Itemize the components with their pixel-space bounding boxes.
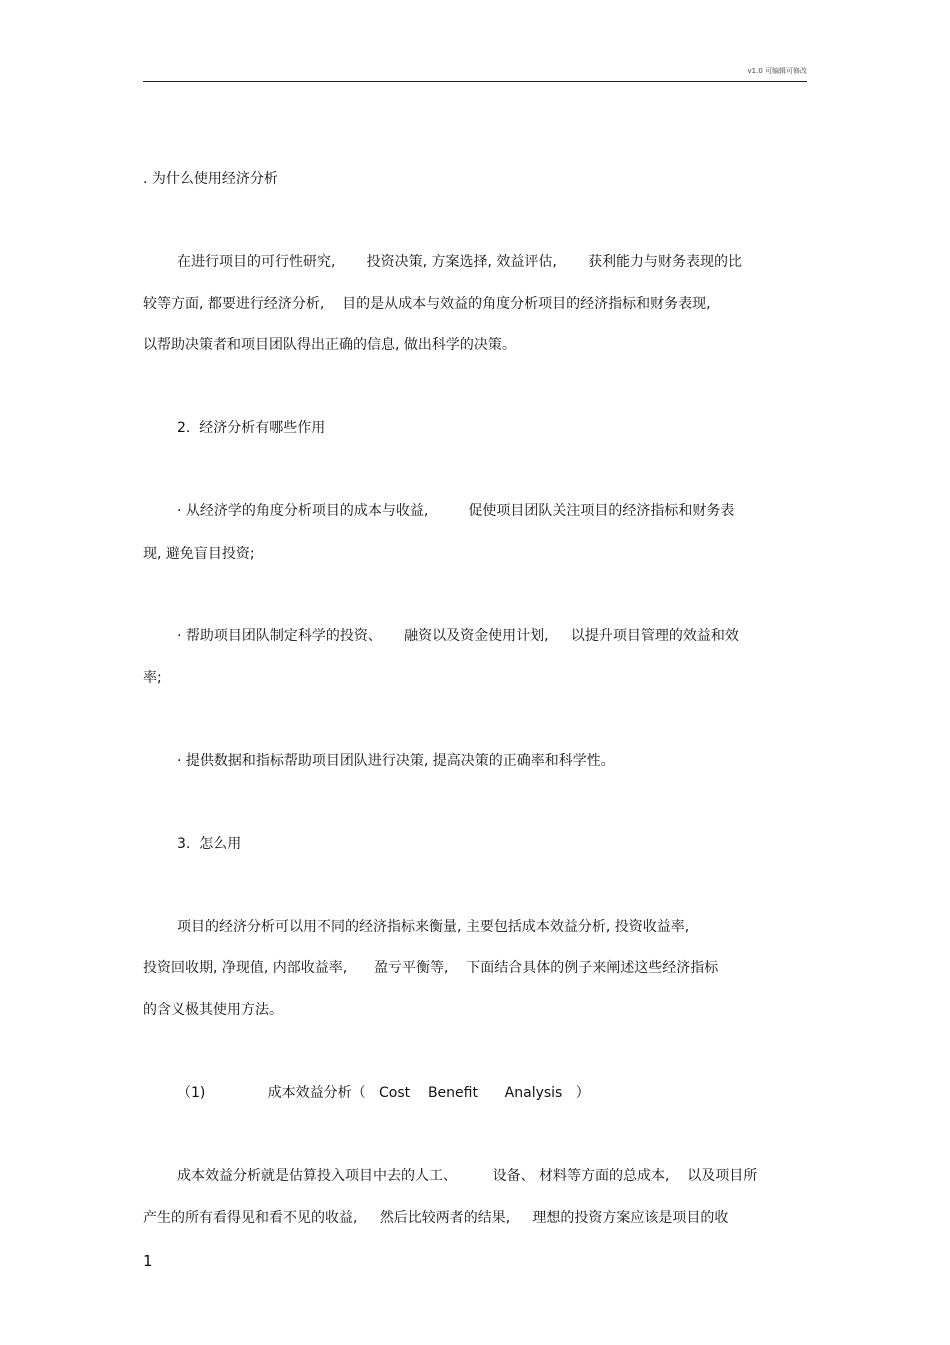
paragraph-line: 投资回收期, 净现值, 内部收益率, 盈亏平衡等, 下面结合具体的例子来阐述这些经济指标 bbox=[143, 960, 719, 976]
bullet-line: · 提供数据和指标帮助项目团队进行决策, 提高决策的正确率和科学性。 bbox=[177, 753, 615, 769]
bullet-line: · 帮助项目团队制定科学的投资、 融资以及资金使用计划, 以提升项目管理的效益和效 bbox=[177, 628, 739, 644]
subsection-heading: （1) 成本效益分析（ Cost Benefit Analysis ） bbox=[177, 1085, 590, 1101]
paragraph-line: 较等方面, 都要进行经济分析, 目的是从成本与效益的角度分析项目的经济指标和财务表现, bbox=[143, 296, 711, 312]
paragraph-line: 以帮助决策者和项目团队得出正确的信息, 做出科学的决策。 bbox=[143, 337, 516, 353]
bullet-line: 现, 避免盲目投资; bbox=[143, 546, 255, 562]
paragraph-line: 项目的经济分析可以用不同的经济指标来衡量, 主要包括成本效益分析, 投资收益率, bbox=[177, 919, 690, 935]
page-number: 1 bbox=[143, 1252, 153, 1270]
paragraph-line: 成本效益分析就是估算投入项目中去的人工、 设备、 材料等方面的总成本, 以及项目所 bbox=[177, 1168, 758, 1184]
header-rule bbox=[143, 81, 807, 82]
bullet-line: · 从经济学的角度分析项目的成本与收益, 促使项目团队关注项目的经济指标和财务表 bbox=[177, 503, 735, 519]
header-note: v1.0 可编辑可修改 bbox=[747, 67, 807, 75]
paragraph-line: 产生的所有看得见和看不见的收益, 然后比较两者的结果, 理想的投资方案应该是项目的收 bbox=[143, 1210, 729, 1226]
section-heading-3: 3. 怎么用 bbox=[177, 836, 242, 852]
section-heading-1: . 为什么使用经济分析 bbox=[143, 171, 278, 187]
bullet-line: 率; bbox=[143, 670, 162, 686]
section-heading-2: 2. 经济分析有哪些作用 bbox=[177, 420, 326, 436]
paragraph-line: 的含义极其使用方法。 bbox=[143, 1002, 283, 1018]
paragraph-line: 在进行项目的可行性研究, 投资决策, 方案选择, 效益评估, 获利能力与财务表现的比 bbox=[177, 254, 743, 270]
